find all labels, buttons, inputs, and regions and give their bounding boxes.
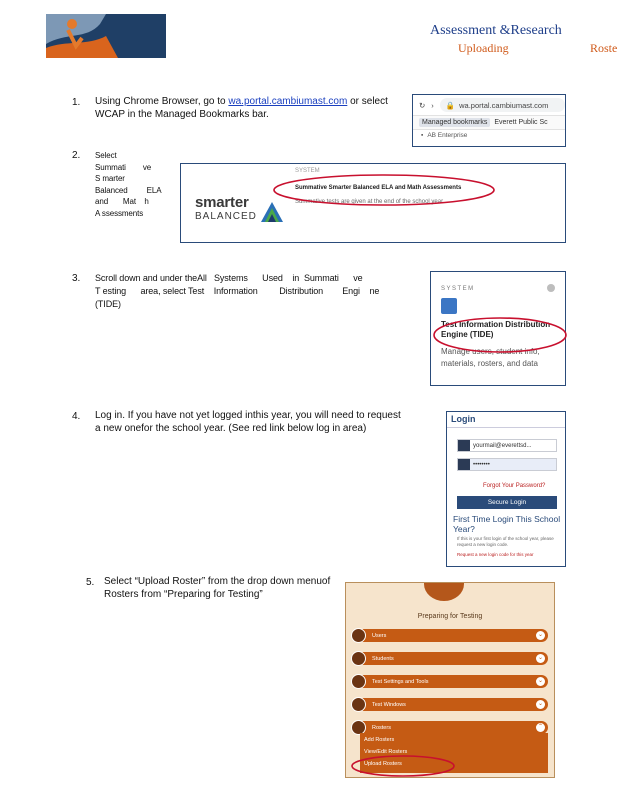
address-bar — [440, 98, 565, 112]
portal-link[interactable]: wa.portal.cambiumast.com — [228, 96, 348, 107]
gear-icon — [424, 582, 464, 601]
step-1-pre: Using Chrome Browser, go to — [95, 96, 229, 107]
forgot-password-link[interactable]: Forgot Your Password? — [483, 483, 546, 489]
menu-label: Test Settings and Tools — [372, 678, 429, 685]
request-code-link[interactable]: Request a new login code for this year — [457, 552, 534, 557]
step-3-line: T esting area, select Test Information Distribution Engi ne — [95, 286, 380, 296]
triangle-logo-icon — [261, 202, 283, 222]
step-2-line: Select — [95, 151, 117, 160]
step-5-text: Select “Upload Roster” from the drop down menuof Rosters from “Preparing for Testing” — [104, 576, 331, 600]
step-number: 1. — [72, 97, 81, 108]
help-text: If this is your first login of the school year, please — [457, 536, 554, 541]
students-icon — [351, 651, 366, 666]
chevron-down-icon: ⌄ — [537, 655, 544, 661]
first-time-line: Year? — [453, 524, 475, 534]
windows-icon — [351, 697, 366, 712]
lock-icon — [458, 459, 470, 470]
lock-icon: 🔒 — [445, 100, 456, 110]
assessment-description: Summative tests are given at the end of the school year. — [295, 199, 445, 205]
logo-word-balanced: BALANCED — [195, 211, 257, 222]
address-text: wa.portal.cambiumast.com — [459, 100, 549, 110]
preparing-heading: Preparing for Testing — [417, 613, 483, 620]
chevron-down-icon: ⌄ — [537, 632, 544, 638]
managed-bookmarks: Managed bookmarks — [419, 118, 490, 127]
logo — [46, 14, 166, 58]
menu-users[interactable] — [352, 629, 548, 642]
password-field[interactable] — [457, 458, 557, 471]
divider — [447, 427, 565, 428]
menu-label: Users — [372, 632, 387, 639]
login-heading: Login — [451, 414, 476, 424]
tide-title-line: Test Information Distribution — [441, 320, 551, 329]
user-icon — [458, 440, 470, 451]
step-2-line: and Mat h — [95, 197, 149, 206]
step-2-line: Summati ve — [95, 162, 152, 172]
browser-toolbar — [413, 95, 565, 115]
step-number: 3. — [72, 273, 81, 284]
menu-label: Rosters — [372, 724, 391, 731]
bookmarks-bar — [413, 115, 565, 129]
browser-screenshot — [412, 94, 566, 147]
menu-label: Students — [372, 655, 394, 662]
chevron-down-icon: ⌄ — [537, 678, 544, 684]
bookmark-icon: ▪ — [421, 132, 424, 139]
tide-desc-line: Manage users, student info, — [441, 347, 540, 356]
bookmark-menu — [413, 129, 565, 141]
submenu-upload-rosters[interactable]: Upload Rosters — [364, 761, 402, 767]
step-number: 4. — [72, 411, 81, 422]
forward-icon: › — [431, 100, 434, 110]
step-2-line: Balanced ELA — [95, 185, 162, 195]
preparing-for-testing-screenshot — [345, 582, 555, 778]
bookmark-item: Everett Public Sc — [494, 119, 548, 126]
menu-test-settings[interactable] — [352, 675, 548, 688]
step-2-line: A ssessments — [95, 208, 144, 218]
reload-icon: ↻ — [419, 100, 426, 110]
step-2-text — [95, 150, 165, 219]
system-label: SYSTEM — [295, 168, 320, 174]
email-field[interactable] — [457, 439, 557, 452]
secure-login-button[interactable]: Secure Login — [457, 496, 557, 509]
bookmark-menu-item: AB Enterprise — [427, 132, 468, 139]
tide-card-screenshot — [430, 271, 566, 386]
tide-description — [441, 346, 540, 370]
first-time-line: First Time Login This School — [453, 514, 561, 524]
submenu-add-rosters[interactable]: Add Rosters — [364, 737, 395, 743]
chevron-down-icon: ⌄ — [537, 701, 544, 707]
step-number: 5. — [86, 577, 95, 588]
step-number: 2. — [72, 150, 81, 161]
submenu-view-edit-rosters[interactable]: View/Edit Rosters — [364, 749, 408, 755]
menu-test-windows[interactable] — [352, 698, 548, 711]
step-3-line: Scroll down and under theAll Systems Used in Summati ve — [95, 273, 363, 283]
system-label: SYSTEM — [441, 286, 475, 292]
users-icon — [351, 628, 366, 643]
first-time-login-heading — [453, 514, 560, 534]
menu-students[interactable] — [352, 652, 548, 665]
tide-desc-line: materials, rosters, and data — [441, 359, 538, 368]
help-text: request a new login code. — [457, 542, 509, 547]
tide-title[interactable] — [441, 320, 550, 340]
menu-label: Test Windows — [372, 701, 406, 708]
chevron-up-icon: ⌃ — [537, 724, 544, 730]
step-3-line: (TIDE) — [95, 299, 121, 309]
step-3-text — [95, 272, 405, 311]
step-1-text — [95, 95, 395, 121]
step-2-line: S marter — [95, 174, 125, 183]
email-value: yourmail@everettsd... — [473, 442, 532, 449]
assessment-title[interactable]: Summative Smarter Balanced ELA and Math Assessments — [295, 185, 462, 191]
tide-title-line: Engine (TIDE) — [441, 330, 494, 339]
password-value: •••••••• — [473, 461, 490, 468]
header-subtitle: Uploading — [458, 41, 509, 55]
settings-icon — [351, 674, 366, 689]
logo-word-smarter: smarter — [195, 194, 249, 211]
header-subtitle-cut: Roste — [590, 41, 618, 55]
smarter-balanced-logo — [195, 194, 283, 222]
step-4-text: Log in. If you have not yet logged inthis year, you will need to request a new onefor the school year. (See red link below log in area) — [95, 410, 401, 434]
header-title: Assessment &Research — [430, 23, 562, 38]
info-icon — [547, 284, 555, 292]
users-icon — [441, 298, 457, 314]
smarter-balanced-screenshot — [180, 163, 566, 243]
step-1-post: or select WCAP in the Managed Bookmarks bar. — [95, 96, 388, 120]
login-screenshot — [446, 411, 566, 567]
